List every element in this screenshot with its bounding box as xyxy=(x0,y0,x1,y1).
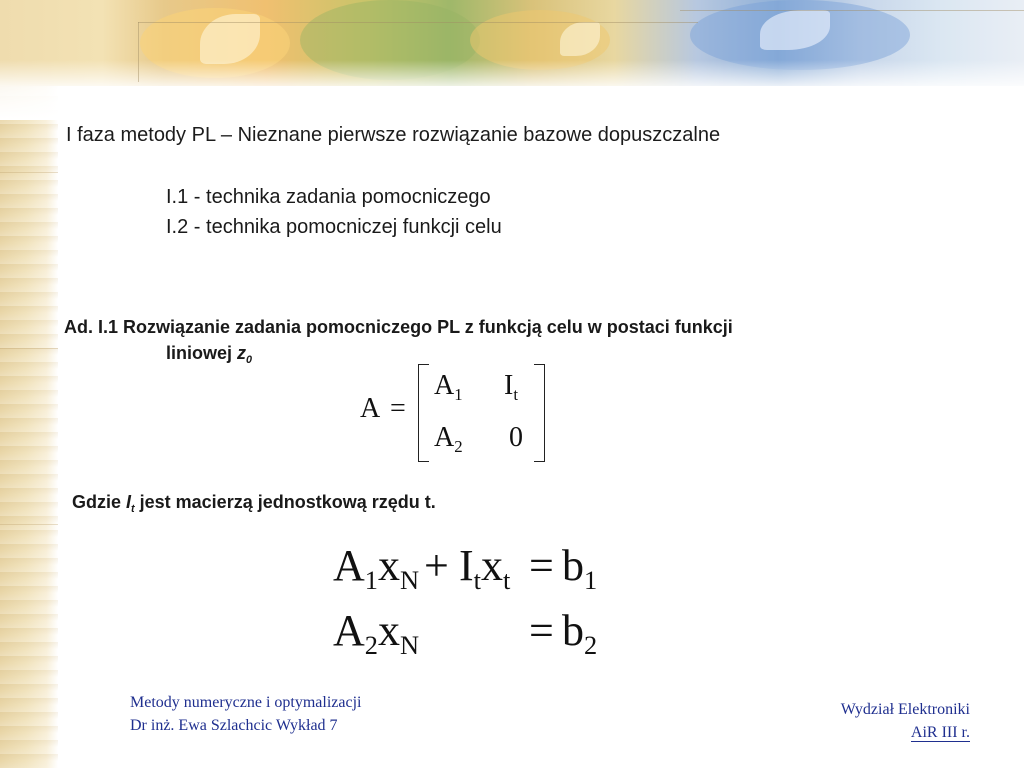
frame-line xyxy=(138,22,698,23)
matrix-right-bracket xyxy=(534,364,545,462)
frame-line xyxy=(680,10,1024,11)
eq2-rhs-b2: $b_2$ xyxy=(562,606,598,661)
z0-variable: $z_0$ xyxy=(237,343,253,366)
eq1-plus: + xyxy=(424,541,449,590)
slide-title: I faza metody PL – Nieznane pierwsze rozwiązanie bazowe dopuszczalne xyxy=(66,124,721,146)
frame-line xyxy=(138,22,139,82)
eq2-equals: = xyxy=(529,606,554,655)
matrix-cell-a12: $I_t$ xyxy=(504,370,518,404)
ad-heading-line2: liniowej $z_0$ xyxy=(166,343,253,366)
footer-author: Dr inż. Ewa Szlachcic Wykład 7 xyxy=(130,717,338,734)
matrix-cell-a21: $A_2$ xyxy=(434,422,463,456)
footer-faculty: Wydział Elektroniki xyxy=(840,701,970,718)
footer-program: AiR III r. xyxy=(910,724,970,741)
ad-heading-line1: Ad. I.1 Rozwiązanie zadania pomocniczego PL z funkcją celu w postaci funkcji xyxy=(64,317,733,337)
eq1-term-a1xn: $A_1x_N$ xyxy=(333,541,420,596)
matrix-cell-a22: 0 xyxy=(509,422,523,453)
eq2-term-a2xn: $A_2x_N$ xyxy=(333,606,420,661)
matrix-cell-a11: $A_1$ xyxy=(434,370,463,404)
subitem-2: I.2 - technika pomocniczej funkcji celu xyxy=(166,216,502,238)
it-variable: $I_t$ xyxy=(126,492,135,515)
footer-course: Metody numeryczne i optymalizacji xyxy=(130,694,362,711)
eq1-rhs-b1: $b_1$ xyxy=(562,541,598,596)
eq1-term-itxt: $I_tx_t$ xyxy=(459,541,511,596)
gdzie-note: Gdzie $I_t$ jest macierzą jednostkową rzędu t. xyxy=(72,492,436,515)
matrix-left-bracket xyxy=(418,364,429,462)
matrix-equals: = xyxy=(390,393,406,424)
subitem-1: I.1 - technika zadania pomocniczego xyxy=(166,186,491,208)
matrix-lhs: A xyxy=(360,393,381,424)
eq1-equals: = xyxy=(529,541,554,590)
banner-fade xyxy=(0,60,1024,120)
